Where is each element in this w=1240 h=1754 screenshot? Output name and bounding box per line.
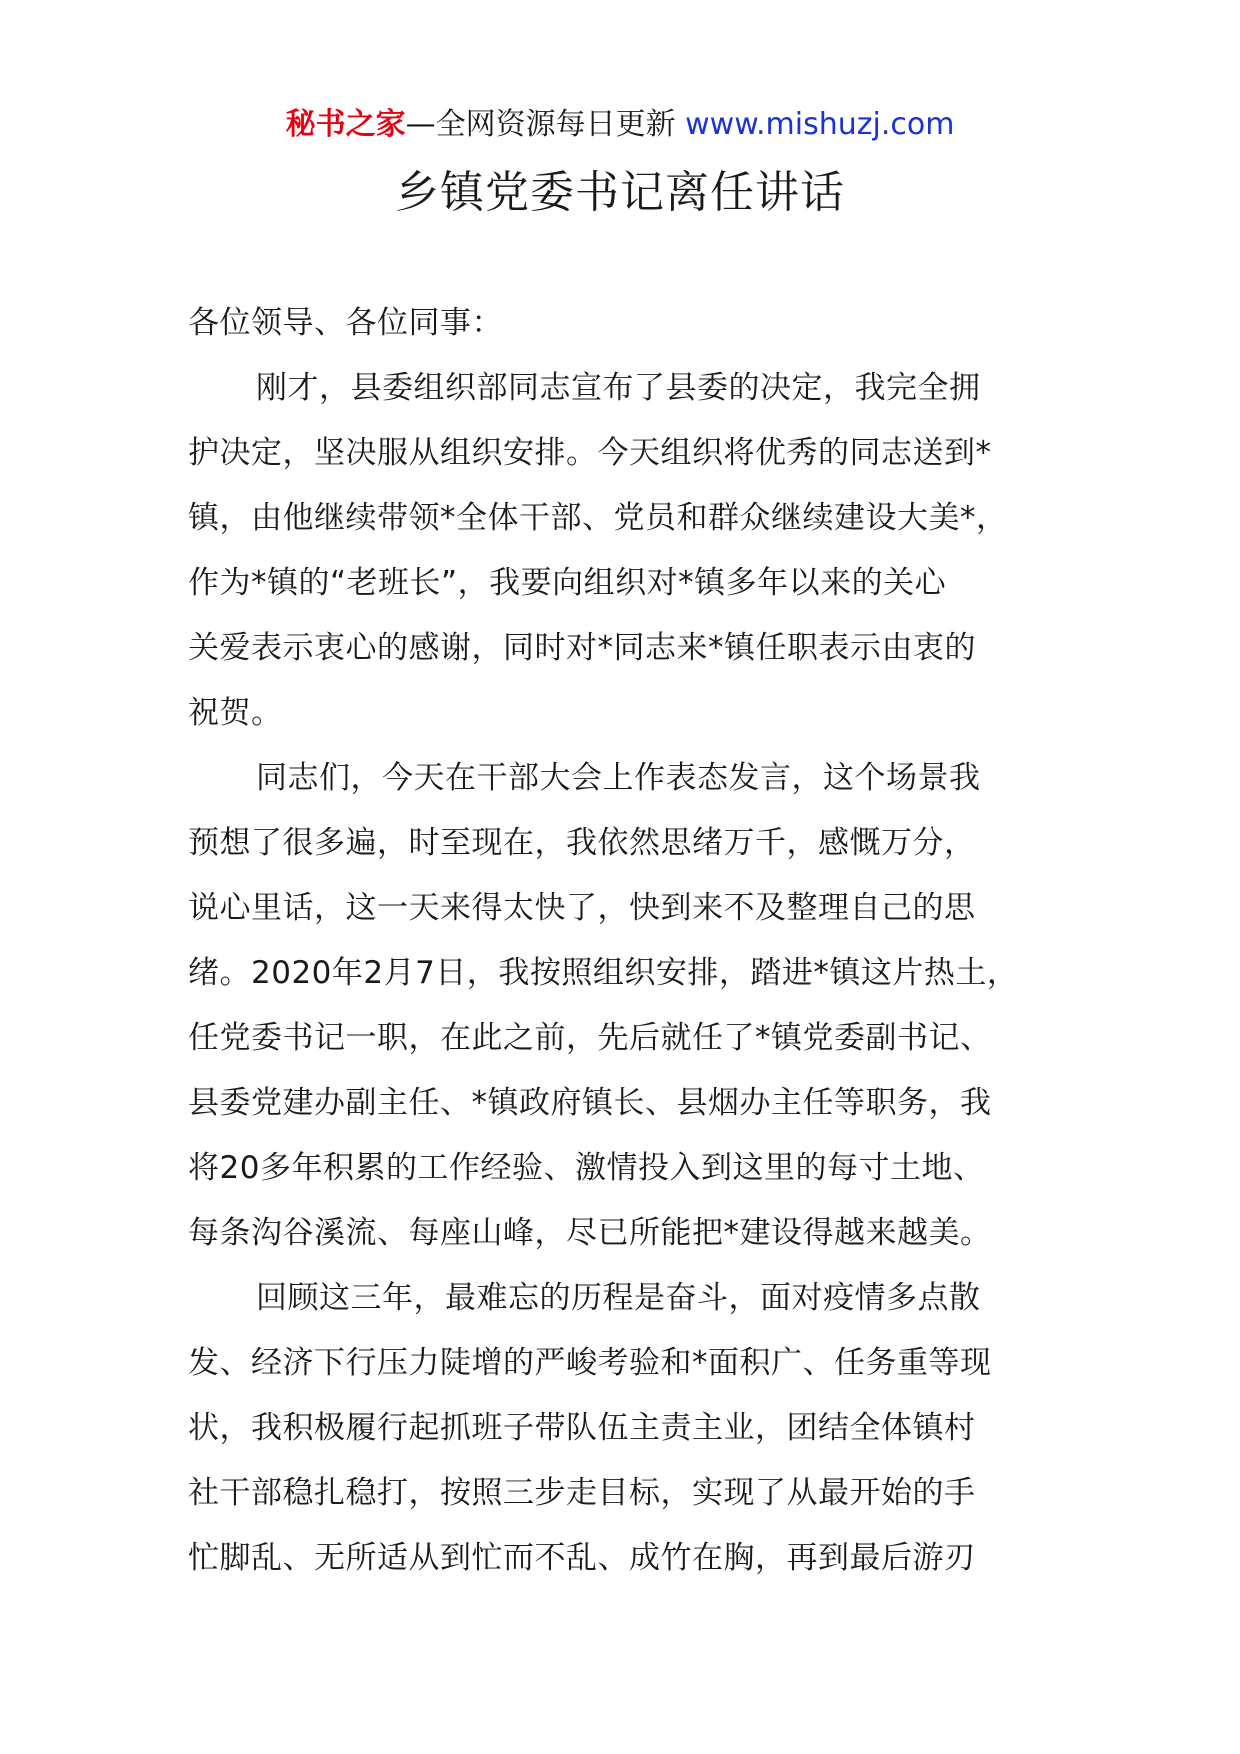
text-line: 刚才，县委组织部同志宣布了县委的决定，我完全拥 [256,370,981,406]
document-body [188,291,1068,1591]
text-line: 说心里话，这一天来得太快了，快到来不及整理自己的思 [188,890,976,926]
text-line: 护决定，坚决服从组织安排。今天组织将优秀的同志送到* [188,435,992,471]
text-line: 发、经济下行压力陡增的严峻考验和*面积广、任务重等现 [188,1345,992,1381]
text-line: 每条沟谷溪流、每座山峰，尽已所能把*建设得越来越美。 [188,1215,992,1251]
site-header [0,103,1240,147]
text-line: 关爱表示衷心的感谢，同时对*同志来*镇任职表示由衷的 [188,630,976,666]
text-line: 作为*镇的“老班长”，我要向组织对*镇多年以来的关心 [188,565,947,601]
text-line: 预想了很多遍，时至现在，我依然思绪万千，感慨万分， [188,825,976,861]
text-line: 县委党建办副主任、*镇政府镇长、县烟办主任等职务，我 [188,1085,992,1121]
site-url-link[interactable]: www.mishuzj.com [685,107,955,142]
text-line: 祝贺。 [188,695,283,731]
text-line: 状，我积极履行起抓班子带队伍主责主业，团结全体镇村 [188,1410,976,1446]
text-line: 镇，由他继续带领*全体干部、党员和群众继续建设大美*， [188,500,1008,536]
text-line: 各位领导、各位同事： [188,305,503,341]
text-line: 回顾这三年，最难忘的历程是奋斗，面对疫情多点散 [256,1280,981,1316]
brand-name: 秘书之家 [285,107,406,142]
text-line: 忙脚乱、无所适从到忙而不乱、成竹在胸，再到最后游刃 [188,1540,976,1576]
text-line: 绪。2020年2月7日，我按照组织安排，踏进*镇这片热土， [188,955,1019,991]
text-line: 同志们，今天在干部大会上作表态发言，这个场景我 [256,760,981,796]
document-title: 乡镇党委书记离任讲话 [395,167,845,218]
text-line: 将20多年积累的工作经验、激情投入到这里的每寸土地、 [188,1150,985,1186]
header-tagline: —全网资源每日更新 [405,107,676,142]
text-line: 社干部稳扎稳打，按照三步走目标，实现了从最开始的手 [188,1475,976,1511]
text-line: 任党委书记一职，在此之前，先后就任了*镇党委副书记、 [188,1020,992,1056]
